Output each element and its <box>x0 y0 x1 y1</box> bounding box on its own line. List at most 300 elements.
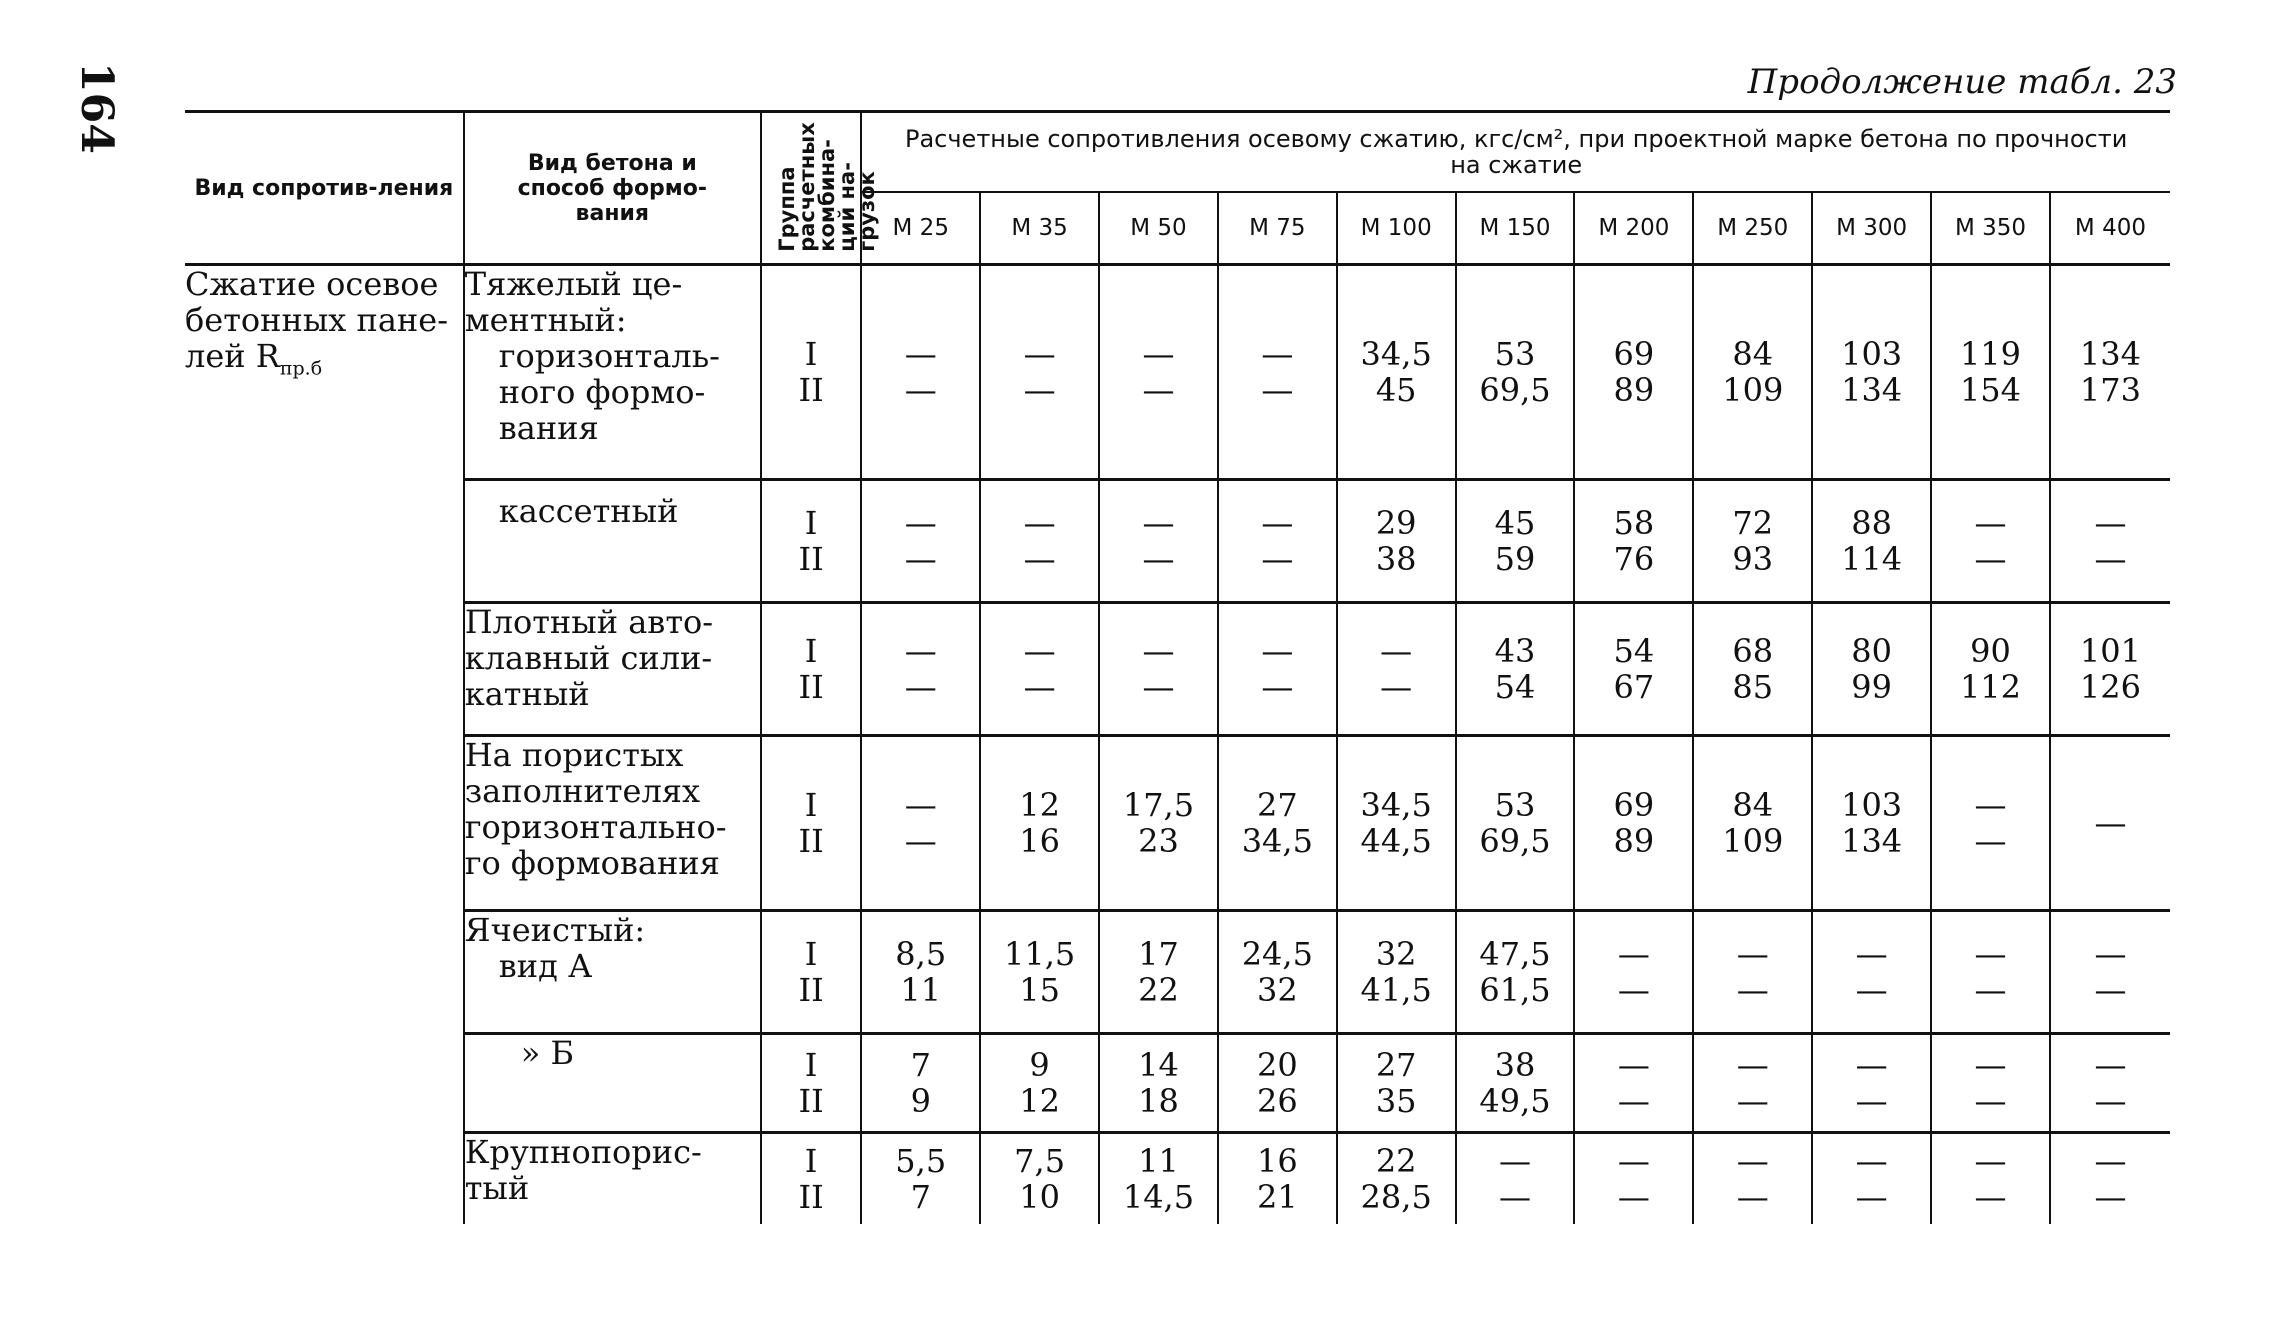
value-pair <box>1614 787 1655 859</box>
value-cell <box>1574 736 1693 911</box>
header-load-group-line: ций на- <box>834 161 859 252</box>
concrete-type-line: Крупнопорис- <box>464 1133 702 1171</box>
header-load-group-line: Группа <box>774 165 799 252</box>
resistance-table <box>185 110 2170 1224</box>
value-group-2: 126 <box>2079 668 2141 706</box>
value-group-2: 114 <box>1841 540 1903 578</box>
value-cell <box>1099 736 1218 911</box>
concrete-type-line: тый <box>464 1169 530 1207</box>
value-cell <box>1812 603 1931 736</box>
value-pair <box>1737 936 1769 1008</box>
value-cell <box>1456 603 1575 736</box>
value-pair <box>1024 336 1056 408</box>
value-group-1: 43 <box>1494 632 1536 670</box>
value-group-1: — <box>1736 935 1769 973</box>
value-group-1: 53 <box>1494 335 1536 373</box>
value-group-2: 89 <box>1613 371 1655 409</box>
value-group-1: 47,5 <box>1479 935 1551 973</box>
value-cell <box>1456 1133 1575 1225</box>
value-pair <box>1722 787 1783 859</box>
value-cell <box>1456 480 1575 603</box>
value-group-2: 9 <box>910 1082 931 1120</box>
value-cell <box>1574 480 1693 603</box>
value-group-1: 101 <box>2079 632 2141 670</box>
concrete-type-line: кассетный <box>498 492 679 530</box>
concrete-type-cell <box>464 736 761 911</box>
value-cell <box>1099 1133 1218 1225</box>
value-group-1: 20 <box>1256 1046 1298 1084</box>
value-group-1: 14 <box>1138 1046 1179 1084</box>
concrete-type-cell <box>464 1133 761 1225</box>
value-group-2: — <box>1023 540 1056 578</box>
value-pair <box>1361 936 1432 1008</box>
value-group-1: — <box>1974 504 2007 542</box>
value-group-2: — <box>2094 1178 2127 1216</box>
value-group-1: 34,5 <box>1360 335 1432 373</box>
value-group-1: 45 <box>1494 504 1536 542</box>
table-row <box>185 1034 2170 1133</box>
value-group-2: 34,5 <box>1241 822 1313 860</box>
table-row <box>185 736 2170 911</box>
value-group-1: — <box>904 786 937 824</box>
value-cell <box>1812 1034 1931 1133</box>
header-grade: М 300 <box>1812 192 1931 264</box>
value-pair <box>1019 1047 1060 1119</box>
value-group-2: 69,5 <box>1479 371 1551 409</box>
value-cell <box>2050 1133 2170 1225</box>
value-group-1: 11,5 <box>1003 935 1076 973</box>
value-cell <box>1456 1034 1575 1133</box>
value-pair <box>1974 936 2006 1008</box>
value-cell <box>1337 1034 1456 1133</box>
value-group-2: — <box>1736 971 1769 1009</box>
header-load-group-label <box>774 121 879 252</box>
value-cell <box>2050 1034 2170 1133</box>
header-grade: М 350 <box>1931 192 2050 264</box>
value-cell <box>1099 603 1218 736</box>
value-group-2: — <box>1736 1082 1769 1120</box>
load-group-cell: I II <box>761 736 861 911</box>
table-row <box>185 1133 2170 1225</box>
value-group-1: — <box>1855 1142 1888 1180</box>
value-group-2: — <box>1974 971 2007 1009</box>
value-group-2: 154 <box>1959 371 2022 409</box>
concrete-type-line: Ячеистый: <box>464 911 646 949</box>
value-cell <box>980 1133 1099 1225</box>
value-group-1: — <box>1974 935 2007 973</box>
concrete-type-line: вид А <box>498 947 593 985</box>
value-pair <box>1361 1143 1432 1215</box>
value-group-2: 16 <box>1019 822 1060 860</box>
value-cell <box>1099 1034 1218 1133</box>
value-pair <box>895 936 946 1008</box>
value-group-1: — <box>1974 786 2007 824</box>
value-group-1: — <box>904 504 937 542</box>
value-cell <box>1218 1133 1337 1225</box>
value-cell <box>980 480 1099 603</box>
value-group-1: 88 <box>1851 504 1892 542</box>
value-group-1: 8,5 <box>895 935 947 973</box>
value-group-2: 93 <box>1732 540 1774 578</box>
value-pair <box>1242 936 1313 1008</box>
value-pair <box>1024 505 1056 577</box>
value-group-1: — <box>904 632 937 670</box>
load-group-cell: I II <box>761 480 861 603</box>
concrete-type-line: Тяжелый це- <box>464 265 683 303</box>
value-pair <box>1479 936 1550 1008</box>
value-group-1: — <box>2094 1142 2127 1180</box>
value-cell <box>1218 736 1337 911</box>
value-cell <box>1456 911 1575 1034</box>
value-group-2: — <box>1261 540 1294 578</box>
value-pair <box>2094 936 2126 1008</box>
value-group-2: — <box>1617 971 1650 1009</box>
value-group-2: 109 <box>1722 371 1784 409</box>
value-pair <box>1479 336 1550 408</box>
value-cell <box>980 1034 1099 1133</box>
table-row <box>185 603 2170 736</box>
value-group-2: — <box>1855 971 1888 1009</box>
value-group-1: 34,5 <box>1360 786 1432 824</box>
value-cell <box>861 911 980 1034</box>
value-pair <box>895 1143 946 1215</box>
load-group-cell: I II <box>761 265 861 480</box>
concrete-type-cell <box>464 1034 761 1133</box>
value-group-2: 21 <box>1256 1178 1298 1216</box>
concrete-type-line: клавный сили- <box>464 639 713 677</box>
value-pair <box>1974 505 2006 577</box>
value-pair <box>1841 787 1902 859</box>
value-group-2: 12 <box>1019 1082 1060 1120</box>
value-group-2: 23 <box>1138 822 1179 860</box>
value-group-1: 7 <box>910 1046 931 1084</box>
value-cell <box>1931 480 2050 603</box>
value-group-2: — <box>1974 540 2007 578</box>
table-row <box>185 480 2170 603</box>
value-group-1: — <box>1974 1046 2007 1084</box>
value-pair <box>1024 633 1056 705</box>
value-group-2: 32 <box>1256 971 1298 1009</box>
concrete-type-line: Плотный авто- <box>464 603 714 641</box>
value-group-2: 38 <box>1375 540 1417 578</box>
value-cell <box>1812 1133 1931 1225</box>
value-pair <box>1960 633 2021 705</box>
value-group-2: 11 <box>900 971 942 1009</box>
value-group-1: 53 <box>1494 786 1536 824</box>
value-group-1: 17 <box>1138 935 1179 973</box>
value-cell <box>1574 1133 1693 1225</box>
value-cell <box>1337 265 1456 480</box>
value-group-2: — <box>1736 1178 1769 1216</box>
value-cell <box>1337 1133 1456 1225</box>
value-group-1: — <box>1617 935 1650 973</box>
value-pair <box>1495 633 1536 705</box>
value-group-1: — <box>904 335 937 373</box>
value-group-1: 12 <box>1019 786 1060 824</box>
value-pair <box>1004 936 1075 1008</box>
value-pair <box>1123 1143 1194 1215</box>
header-concrete-type: Вид бетона и способ формо-вания <box>464 112 761 265</box>
value-pair <box>1123 787 1194 859</box>
value-group-2: 22 <box>1138 971 1179 1009</box>
value-pair <box>1732 505 1773 577</box>
value-pair <box>2094 1047 2126 1119</box>
value-group-2: 35 <box>1375 1082 1417 1120</box>
value-cell <box>1693 265 1812 480</box>
value-group-2: 15 <box>1019 971 1060 1009</box>
value-cell <box>1812 265 1931 480</box>
value-group-1: — <box>1261 632 1294 670</box>
value-group-1: 54 <box>1613 632 1655 670</box>
value-pair <box>1261 336 1293 408</box>
value-pair <box>905 336 937 408</box>
value-group-1: — <box>1023 632 1056 670</box>
value-pair <box>1974 1047 2006 1119</box>
value-group-1: 58 <box>1613 504 1655 542</box>
value-cell <box>1218 480 1337 603</box>
value-group-2: — <box>1380 668 1413 706</box>
header-grade: М 35 <box>980 192 1099 264</box>
value-group-2: — <box>1974 822 2007 860</box>
value-cell <box>1931 1034 2050 1133</box>
value-group-2: 49,5 <box>1479 1082 1551 1120</box>
value-cell <box>1693 480 1812 603</box>
value-pair <box>1856 1143 1888 1215</box>
value-pair <box>1242 787 1313 859</box>
value-pair <box>2094 805 2126 841</box>
value-group-1: — <box>1617 1046 1650 1084</box>
concrete-type-cell <box>464 480 761 603</box>
value-cell <box>1456 265 1575 480</box>
load-group-cell: I II <box>761 911 861 1034</box>
value-pair <box>905 505 937 577</box>
value-pair <box>1614 505 1655 577</box>
value-pair <box>1618 936 1650 1008</box>
value-cell <box>1693 911 1812 1034</box>
value-group-2: — <box>1855 1178 1888 1216</box>
value-pair <box>1618 1143 1650 1215</box>
value-group-2: 44,5 <box>1360 822 1432 860</box>
value-group-1: — <box>1142 632 1175 670</box>
resistance-type-cell <box>185 265 464 1225</box>
value-group-2: — <box>904 668 937 706</box>
value-group-1: 84 <box>1732 335 1774 373</box>
value-group-1: — <box>1142 335 1175 373</box>
header-grade: М 50 <box>1099 192 1218 264</box>
value-cell <box>980 265 1099 480</box>
value-group-1: 103 <box>1841 335 1903 373</box>
concrete-type-line: катный <box>464 675 590 713</box>
value-cell <box>861 480 980 603</box>
value-group-1: — <box>2094 935 2127 973</box>
table-row <box>185 911 2170 1034</box>
value-group-2: — <box>1261 668 1294 706</box>
concrete-type-line: » Б <box>520 1034 574 1072</box>
value-pair <box>1974 787 2006 859</box>
value-group-2: 173 <box>2079 371 2141 409</box>
value-pair <box>1142 336 1174 408</box>
value-group-1: 11 <box>1138 1142 1179 1180</box>
value-cell <box>1931 911 2050 1034</box>
value-cell <box>1218 911 1337 1034</box>
value-group-1: — <box>1855 1046 1888 1084</box>
value-group-2: 10 <box>1019 1178 1060 1216</box>
value-group-1: — <box>1023 504 1056 542</box>
value-group-1: — <box>1736 1142 1769 1180</box>
concrete-type-line: На пористых <box>464 736 684 774</box>
value-group-1: — <box>1142 504 1175 542</box>
value-cell <box>1812 480 1931 603</box>
value-cell <box>1218 265 1337 480</box>
value-group-1: 17,5 <box>1122 786 1195 824</box>
concrete-type-line: ного формо- <box>498 373 706 411</box>
value-pair <box>1974 1143 2006 1215</box>
load-group-cell: I II <box>761 603 861 736</box>
value-group-1: — <box>1380 632 1413 670</box>
value-group-2: 67 <box>1613 668 1655 706</box>
value-group-2: — <box>2094 971 2127 1009</box>
value-cell <box>861 736 980 911</box>
concrete-type-line: заполнителях <box>464 772 701 810</box>
value-cell <box>1218 1034 1337 1133</box>
value-group-1: 69 <box>1613 335 1655 373</box>
value-group-2: — <box>1261 371 1294 409</box>
value-pair <box>905 633 937 705</box>
header-resistance-type: Вид сопротив-ления <box>185 112 464 265</box>
value-cell <box>1574 911 1693 1034</box>
header-grade: М 200 <box>1574 192 1693 264</box>
value-group-2: — <box>904 371 937 409</box>
value-group-1: 72 <box>1732 504 1774 542</box>
header-grade: М 75 <box>1218 192 1337 264</box>
value-group-2: 61,5 <box>1479 971 1551 1009</box>
value-group-2: — <box>1974 1178 2007 1216</box>
value-group-1: — <box>1974 1142 2007 1180</box>
value-group-2: — <box>1974 1082 2007 1120</box>
value-group-1: — <box>1261 504 1294 542</box>
concrete-type-line: горизонтально- <box>464 808 727 846</box>
value-pair <box>1495 505 1536 577</box>
value-pair <box>1380 633 1412 705</box>
value-pair <box>1257 1047 1298 1119</box>
value-cell <box>861 1133 980 1225</box>
value-cell <box>1337 736 1456 911</box>
value-cell <box>1812 911 1931 1034</box>
load-group-cell: I II <box>761 1133 861 1225</box>
value-pair <box>1851 633 1892 705</box>
concrete-type-line: вания <box>498 409 599 447</box>
header-grade: М 250 <box>1693 192 1812 264</box>
value-group-1: 29 <box>1375 504 1417 542</box>
value-group-2: 85 <box>1732 668 1774 706</box>
value-cell <box>861 1034 980 1133</box>
value-group-2: 76 <box>1613 540 1655 578</box>
value-pair <box>1618 1047 1650 1119</box>
value-group-1: — <box>1855 935 1888 973</box>
value-cell <box>1931 736 2050 911</box>
value-pair <box>1376 505 1417 577</box>
value-group-2: 112 <box>1959 668 2022 706</box>
value-pair <box>1261 505 1293 577</box>
header-row <box>185 112 2170 193</box>
value-group-2: 99 <box>1851 668 1892 706</box>
value-group-1: 5,5 <box>895 1142 947 1180</box>
value-group-1: 103 <box>1841 786 1903 824</box>
value-group-1: 27 <box>1256 786 1298 824</box>
value-cell <box>1693 1034 1812 1133</box>
value-group-2: 109 <box>1722 822 1784 860</box>
concrete-type-line: ментный: <box>464 301 627 339</box>
value-pair <box>1142 505 1174 577</box>
value-group-2: 26 <box>1256 1082 1298 1120</box>
value-cell <box>2050 265 2170 480</box>
value-cell <box>1099 911 1218 1034</box>
value-group-2: 69,5 <box>1479 822 1551 860</box>
value-pair <box>1138 936 1179 1008</box>
header-load-group-line: грузок <box>854 170 879 252</box>
value-group-2: — <box>904 540 937 578</box>
value-pair <box>1479 1047 1550 1119</box>
resistance-type-label: Сжатие осевое бетонных пане-лей R <box>185 265 448 375</box>
value-cell <box>1574 1034 1693 1133</box>
value-group-1: — <box>2094 504 2127 542</box>
value-pair <box>1960 336 2021 408</box>
value-group-2: 45 <box>1375 371 1417 409</box>
value-pair <box>1856 936 1888 1008</box>
value-group-1: 68 <box>1732 632 1774 670</box>
header-load-group-line: расчетных <box>794 121 819 252</box>
value-group-1: 7,5 <box>1014 1142 1066 1180</box>
value-pair <box>1732 633 1773 705</box>
page-number: 164 <box>71 62 122 154</box>
value-group-2: — <box>1142 668 1175 706</box>
load-group-cell: I II <box>761 1034 861 1133</box>
concrete-type-line: горизонталь- <box>498 337 720 375</box>
header-load-group <box>761 112 879 265</box>
value-group-1: 9 <box>1029 1046 1050 1084</box>
value-group-2: — <box>1142 371 1175 409</box>
concrete-type-cell <box>464 265 761 480</box>
value-cell <box>1574 603 1693 736</box>
value-group-1: 38 <box>1494 1046 1536 1084</box>
value-pair <box>1614 336 1655 408</box>
value-group-1: — <box>2094 1046 2127 1084</box>
value-pair <box>905 787 937 859</box>
value-group-1: 119 <box>1959 335 2022 373</box>
value-pair <box>1361 336 1432 408</box>
table-continuation-title: Продолжение табл. 23 <box>1747 62 2177 102</box>
value-group-1: 69 <box>1613 786 1655 824</box>
value-pair <box>1014 1143 1065 1215</box>
value-cell <box>1337 911 1456 1034</box>
resistance-type-subscript: пр.б <box>279 357 323 380</box>
value-group-1: — <box>1023 335 1056 373</box>
value-cell <box>1099 265 1218 480</box>
value-group-1: — <box>2094 804 2127 842</box>
value-group-2: 89 <box>1613 822 1655 860</box>
value-cell <box>980 911 1099 1034</box>
value-cell <box>1099 480 1218 603</box>
concrete-type-cell <box>464 911 761 1034</box>
value-group-1: 16 <box>1256 1142 1298 1180</box>
value-cell <box>1931 265 2050 480</box>
value-group-1: 90 <box>1970 632 2011 670</box>
value-group-1: — <box>1261 335 1294 373</box>
header-design-resistance: Расчетные сопротивления осевому сжатию, кгс/см², при проектной марке бетона по прочности на сжатие <box>861 112 2170 193</box>
value-group-2: 54 <box>1494 668 1536 706</box>
value-group-2: 28,5 <box>1360 1178 1432 1216</box>
value-pair <box>1856 1047 1888 1119</box>
